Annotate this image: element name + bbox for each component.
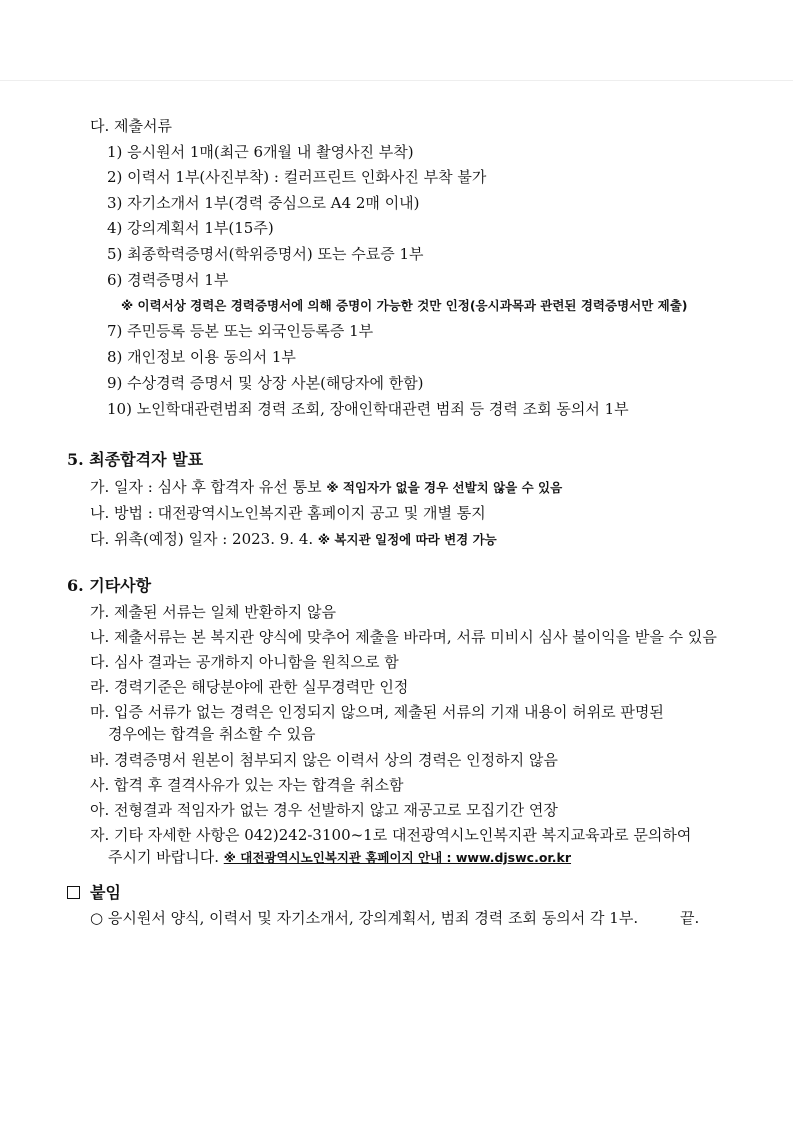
appointment-date-text: 다. 위촉(예정) 일자 : 2023. 9. 4.: [90, 530, 314, 548]
doc-item-6: 6) 경력증명서 1부: [107, 271, 229, 289]
announce-date-note: ※ 적임자가 없을 경우 선발치 않을 수 있음: [326, 480, 563, 495]
doc-item-9: 9) 수상경력 증명서 및 상장 사본(해당자에 한함): [107, 374, 424, 392]
misc-item-ma: 마. 입증 서류가 없는 경력은 인정되지 않으며, 제출된 서류의 기재 내용이 허위로 판명된: [90, 703, 664, 721]
end-mark: 끝.: [680, 909, 700, 927]
attachment-title-text: 붙임: [90, 883, 121, 902]
page-top-rule: [0, 80, 793, 81]
misc-item-ja: 자. 기타 자세한 사항은 042)242-3100~1로 대전광역시노인복지관 복지교육과로 문의하여: [90, 826, 692, 844]
doc-item-2: 2) 이력서 1부(사진부착) : 컬러프린트 인화사진 부착 불가: [107, 168, 487, 186]
doc-item-8: 8) 개인정보 이용 동의서 1부: [107, 348, 296, 366]
homepage-note: ※ 대전광역시노인복지관 홈페이지 안내 : www.djswc.or.kr: [223, 850, 572, 865]
misc-item-ra: 라. 경력기준은 해당분야에 관한 실무경력만 인정: [90, 678, 409, 696]
section-6-title: 6. 기타사항: [67, 576, 152, 595]
misc-item-ma-cont: 경우에는 합격을 취소할 수 있음: [108, 725, 316, 743]
announce-date: [90, 478, 562, 497]
misc-item-a: 아. 전형결과 적임자가 없는 경우 선발하지 않고 재공고로 모집기간 연장: [90, 801, 558, 819]
announce-date-text: 가. 일자 : 심사 후 합격자 유선 통보: [90, 478, 322, 496]
career-proof-note: ※ 이력서상 경력은 경력증명서에 의해 증명이 가능한 것만 인정(응시과목과 관련된 경력증명서만 제출): [121, 298, 688, 313]
appointment-date-note: ※ 복지관 일정에 따라 변경 가능: [317, 532, 497, 547]
misc-item-ja-cont: [108, 848, 571, 867]
attachment-body: ○ 응시원서 양식, 이력서 및 자기소개서, 강의계획서, 범죄 경력 조회 동의서 각 1부.: [90, 909, 639, 927]
doc-item-4: 4) 강의계획서 1부(15주): [107, 219, 274, 237]
misc-item-ba: 바. 경력증명서 원본이 첨부되지 않은 이력서 상의 경력은 인정하지 않음: [90, 751, 558, 769]
misc-item-ja-cont-text: 주시기 바랍니다.: [108, 848, 219, 866]
misc-item-ga: 가. 제출된 서류는 일체 반환하지 않음: [90, 603, 336, 621]
misc-item-na: 나. 제출서류는 본 복지관 양식에 맞추어 제출을 바라며, 서류 미비시 심사 불이익을 받을 수 있음: [90, 628, 717, 646]
misc-item-da: 다. 심사 결과는 공개하지 아니함을 원칙으로 함: [90, 653, 399, 671]
doc-item-10: 10) 노인학대관련범죄 경력 조회, 장애인학대관련 범죄 등 경력 조회 동의서 1부: [107, 400, 629, 418]
section-5-title: 5. 최종합격자 발표: [67, 450, 204, 469]
doc-item-3: 3) 자기소개서 1부(경력 중심으로 A4 2매 이내): [107, 194, 420, 212]
misc-item-sa: 사. 합격 후 결격사유가 있는 자는 합격을 취소함: [90, 776, 404, 794]
doc-item-1: 1) 응시원서 1매(최근 6개월 내 촬영사진 부착): [107, 143, 414, 161]
appointment-date: [90, 530, 497, 549]
checkbox-square-icon: [67, 886, 80, 899]
announce-method: 나. 방법 : 대전광역시노인복지관 홈페이지 공고 및 개별 통지: [90, 504, 486, 522]
doc-item-5: 5) 최종학력증명서(학위증명서) 또는 수료증 1부: [107, 245, 424, 263]
doc-item-7: 7) 주민등록 등본 또는 외국인등록증 1부: [107, 322, 374, 340]
attachment-title: [67, 884, 121, 902]
submission-docs-title: 다. 제출서류: [90, 117, 172, 135]
